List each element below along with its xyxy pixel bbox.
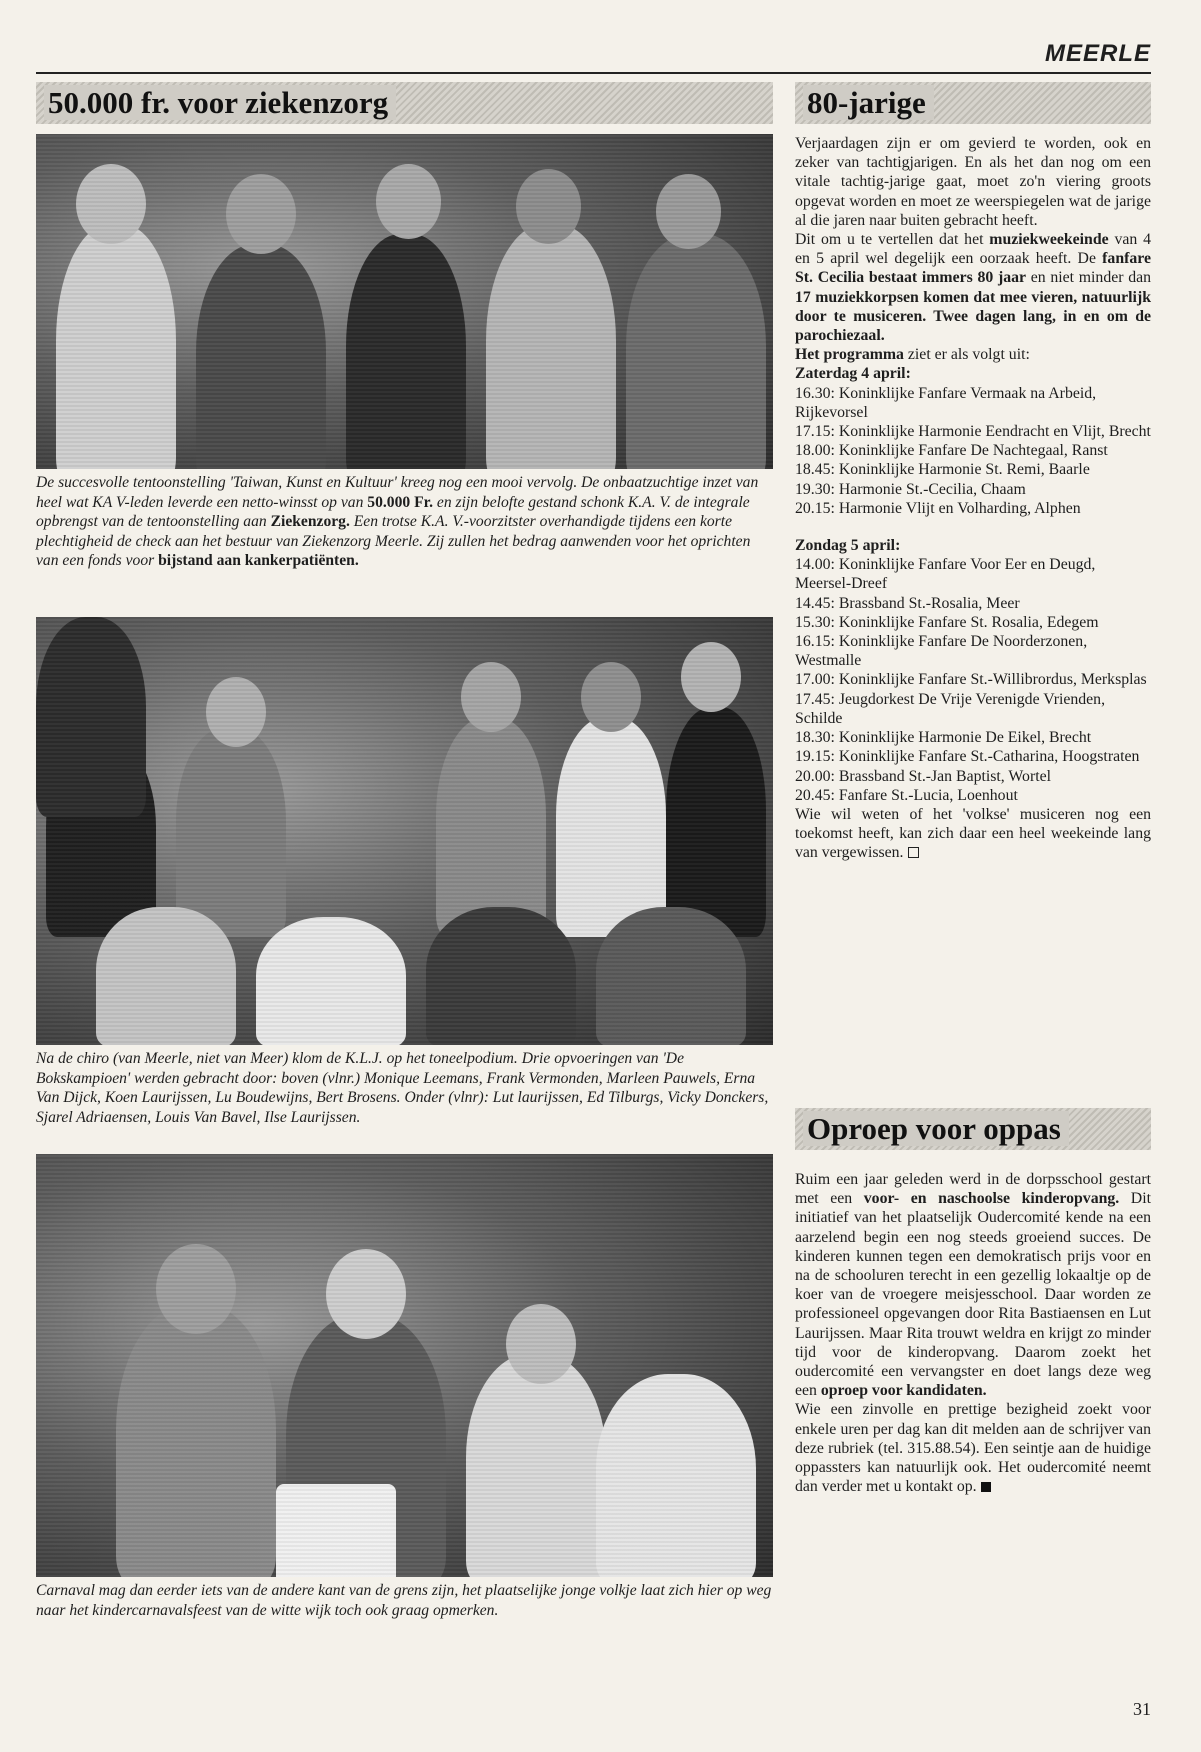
bold-text: voor- en naschoolse kinderopvang.	[863, 1190, 1120, 1208]
sunday-program-list	[795, 555, 1151, 805]
photo-klj-toneel	[36, 617, 773, 1045]
program-item: 16.30: Koninklijke Fanfare Vermaak na Arbeid, Rijkevorsel	[795, 384, 1097, 421]
article-80-jarige-body	[795, 134, 1151, 863]
bold-text: fanfare St. Cecilia bestaat immers 80 jaar	[795, 250, 1151, 287]
program-item: 19.15: Koninklijke Fanfare St.-Catharina, Hoogstraten	[795, 748, 1140, 766]
text-run: Dit om u te vertellen dat het	[795, 231, 990, 249]
program-item: 14.00: Koninklijke Fanfare Voor Eer en Deugd, Meersel-Dreef	[795, 556, 1096, 593]
caption-kindercarnaval: Carnaval mag dan eerder iets van de andere kant van de grens zijn, het plaatselijke jonge volkje laat zich hier op weg naar het kindercarnavalsfeest van de witte wijk toch ook graag opmerken.	[36, 1582, 772, 1619]
bold-text: 17 muziekkorpsen komen dat mee vieren, natuurlijk door te musiceren. Twee dagen lang, in en om de parochiezaal.	[795, 288, 1151, 345]
program-item: 18.45: Koninklijke Harmonie St. Remi, Baarle	[795, 461, 1090, 479]
paragraph: Het programma ziet er als volgt uit:	[795, 346, 1030, 364]
paragraph	[795, 230, 1151, 345]
program-item: 19.30: Harmonie St.-Cecilia, Chaam	[795, 480, 1026, 498]
paragraph: Verjaardagen zijn er om gevierd te worden, ook en zeker van tachtigjarigen. En als het dan nog om een vitale tachtig-jarige gaat, moet zo'n viering groots opgevat worden en moet ze weerspiegelen wat de jarige al die jaren naar buiten gebracht heeft.	[795, 135, 1151, 229]
bold-text: Ziekenzorg.	[270, 513, 350, 530]
bold-text: bijstand aan kankerpatiënten.	[158, 552, 359, 569]
section-label: MEERLE	[1044, 40, 1151, 67]
bold-text: muziekweekeinde	[989, 231, 1109, 249]
article-heading-oproep: Oproep voor oppas	[795, 1108, 1151, 1150]
bold-text: 50.000 Fr.	[367, 493, 433, 511]
text-run: van 4 en 5 april wel degelijk een oorzaak heeft. De	[795, 231, 1151, 268]
program-item: 17.00: Koninklijke Fanfare St.-Willibrordus, Merksplas	[795, 671, 1147, 689]
sunday-label: Zondag 5 april:	[795, 537, 901, 555]
program-item: 18.00: Koninklijke Fanfare De Nachtegaal, Ranst	[795, 442, 1108, 460]
program-item: 17.15: Koninklijke Harmonie Eendracht en Vlijt, Brecht	[795, 423, 1151, 441]
program-item: 20.15: Harmonie Vlijt en Volharding, Alphen	[795, 499, 1081, 517]
text-run: De succesvolle tentoonstelling 'Taiwan, Kunst en Kultuur' kreeg nog een mooi vervolg. De onbaatzuchtige inzet van heel wat KA V-leden leverde een netto-winsst op van	[36, 474, 759, 511]
caption-ziekenzorg	[36, 473, 773, 571]
saturday-program-list	[795, 384, 1151, 518]
paragraph: Wie wil weten of het 'volkse' musiceren nog een toekomst heeft, kan zich daar een heel weekeinde lang van vergewissen.	[795, 805, 1151, 862]
text-run: Ruim een jaar geleden werd in de dorpsschool gestart met een	[795, 1171, 1151, 1208]
program-item: 16.15: Koninklijke Fanfare De Noorderzonen, Westmalle	[795, 633, 1088, 670]
program-item: 17.45: Jeugdorkest De Vrije Verenigde Vrienden, Schilde	[795, 690, 1106, 727]
photo-ziekenzorg	[36, 134, 773, 469]
article-oproep-body	[795, 1170, 1151, 1496]
text-run: en niet minder dan	[1026, 269, 1151, 287]
program-item: 20.00: Brassband St.-Jan Baptist, Wortel	[795, 767, 1051, 785]
header-rule	[36, 72, 1151, 74]
caption-klj-toneel: Na de chiro (van Meerle, niet van Meer) klom de K.L.J. op het toneelpodium. Drie opvoeringen van 'De Bokskampioen' werden gebracht door: boven (vlnr.) Monique Leemans, Frank Vermonden, Marleen Pauwels, Erna Van Dijck, Koen Laurijssen, Lu Boudewijns, Bert Brosens. Onder (vlnr): Lut laurijssen, Ed Tilburgs, Vicky Donckers, Sjarel Adriaensen, Louis Van Bavel, Ilse Laurijssen.	[36, 1050, 769, 1126]
page-number: 31	[1133, 1699, 1151, 1719]
article-heading-80-jarige: 80-jarige	[795, 82, 1151, 124]
bold-text: oproep voor kandidaten.	[820, 1382, 987, 1400]
text-run: Dit initiatief van het plaatselijk Oudercomité kende na een aarzelend begin een nog steeds groeiend succes. De kinderen kunnen tegen een demokratisch prijs voor en na de schooluren terecht in een gezellig lokaaltje op de koer van de vroegere meisjesschool. Daar worden ze professioneel opgevangen door Rita Bastiaensen en Lut Laurijssen. Maar Rita trouwt weldra en krijgt zo minder tijd voor de kinderopvang. Daarom zoekt het oudercomité een vervangster en doet langs deze weg een	[795, 1190, 1151, 1400]
end-square-icon	[981, 1482, 991, 1492]
program-item: 15.30: Koninklijke Fanfare St. Rosalia, Edegem	[795, 613, 1099, 631]
paragraph	[795, 1170, 1151, 1400]
saturday-label: Zaterdag 4 april:	[795, 365, 911, 383]
article-heading-ziekenzorg: 50.000 fr. voor ziekenzorg	[36, 82, 773, 124]
photo-kindercarnaval	[36, 1154, 773, 1577]
text-run: Een trotse K.A. V.-voorzitster overhandigde tijdens een korte plechtigheid de check aan het bestuur van Ziekenzorg Meerle. Zij zullen het bedrag aanwenden voor het oprichten van een fonds voor	[36, 513, 751, 569]
program-item: 18.30: Koninklijke Harmonie De Eikel, Brecht	[795, 729, 1092, 747]
program-item: 20.45: Fanfare St.-Lucia, Loenhout	[795, 786, 1018, 804]
text-run: en zijn belofte gestand schonk K.A. V. de integrale opbrengst van de tentoonstelling aan	[36, 493, 750, 530]
paragraph: Wie een zinvolle en prettige bezigheid zoekt voor enkele uren per dag kan dit melden aan de schrijver van deze rubriek (tel. 315.88.54). Een seintje aan de huidige oppassters kan natuurlijk ook. Het oudercomité neemt dan verder met u kontakt op.	[795, 1401, 1151, 1496]
end-box-icon	[908, 847, 919, 858]
program-item: 14.45: Brassband St.-Rosalia, Meer	[795, 594, 1020, 612]
